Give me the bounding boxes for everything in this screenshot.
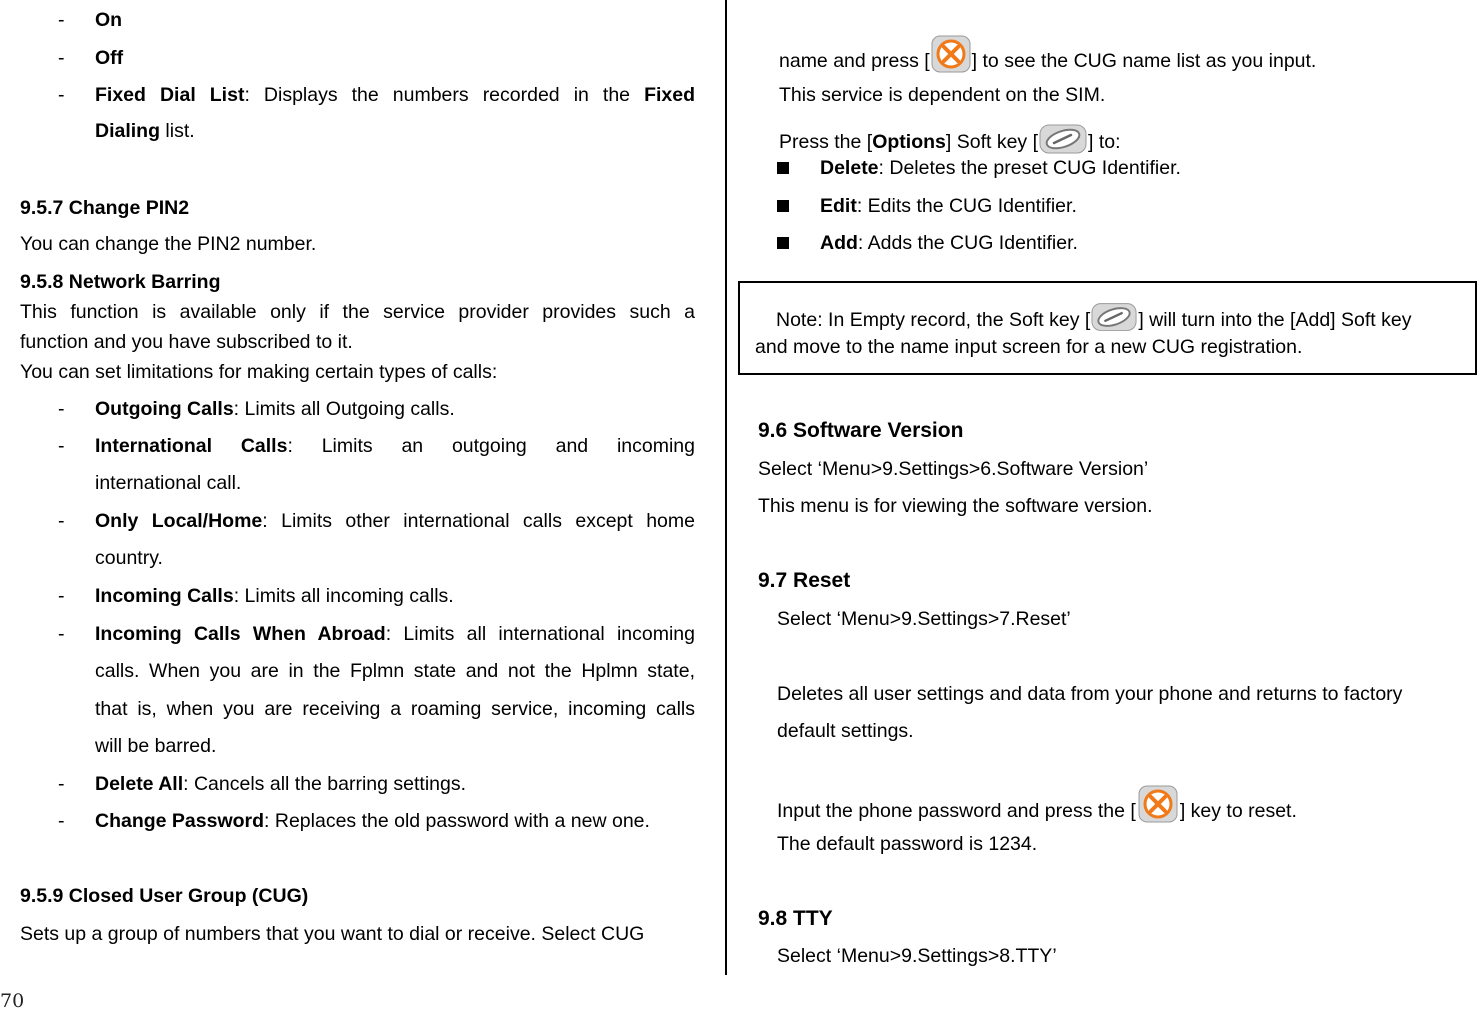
cug-cont-line: name and press [ ] to see the CUG name list as you input. [779,35,1316,79]
barring-item-international: International Calls: Limits an outgoing and incoming [95,435,695,457]
section-body-9-5-9: Sets up a group of numbers that you want to dial or receive. Select CUG [20,923,645,945]
square-bullet [777,237,789,249]
end-key-icon [1137,785,1179,829]
fixed-dial-list-cont: Dialing list. [95,120,195,142]
section-9-7-line2a: Deletes all user settings and data from your phone and returns to factory [777,683,1403,705]
barring-item-incoming-abroad-cont2: that is, when you are receiving a roaming service, incoming calls [95,698,695,720]
section-title-9-7: 9.7 Reset [758,569,851,592]
bullet-dash: - [58,623,65,645]
fixed-dial-list-item: Fixed Dial List: Displays the numbers recorded in the Fixed [95,84,695,106]
option-edit: Edit: Edits the CUG Identifier. [820,195,1077,217]
section-title-9-6: 9.6 Software Version [758,419,964,442]
section-body-9-5-8-line1: This function is available only if the service provider provides such a [20,301,695,323]
section-9-6-line1: Select ‘Menu>9.Settings>6.Software Version’ [758,458,1149,480]
bullet-dash: - [58,47,65,69]
section-9-8-line1: Select ‘Menu>9.Settings>8.TTY’ [777,945,1057,967]
barring-item-incoming: Incoming Calls: Limits all incoming calls. [95,585,454,607]
option-off: Off [95,47,124,69]
section-9-7-line2b: default settings. [777,720,914,742]
square-bullet [777,162,789,174]
section-body-9-5-8-line3: You can set limitations for making certain types of calls: [20,361,498,383]
section-title-9-5-7: 9.5.7 Change PIN2 [20,197,190,219]
bullet-dash: - [58,435,65,457]
page-number: 70 [0,990,25,1012]
options-line: Press the [Options] Soft key [ ] to: [779,124,1121,160]
barring-item-outgoing: Outgoing Calls: Limits all Outgoing calls. [95,398,455,420]
bullet-dash: - [58,585,65,607]
option-add: Add: Adds the CUG Identifier. [820,232,1078,254]
barring-item-incoming-abroad-cont1: calls. When you are in the Fplmn state and not the Hplmn state, [95,660,695,682]
soft-key-icon [1039,124,1087,160]
section-9-6-line2: This menu is for viewing the software version. [758,495,1153,517]
note-line1: Note: In Empty record, the Soft key [ ] will turn into the [Add] Soft key [776,302,1411,338]
end-key-icon [931,35,971,79]
section-title-9-5-9: 9.5.9 Closed User Group (CUG) [20,885,309,907]
section-body-9-5-8-line2: function and you have subscribed to it. [20,331,353,353]
soft-key-icon [1091,302,1137,338]
section-title-9-8: 9.8 TTY [758,907,833,930]
section-9-7-line3: Input the phone password and press the [ ] key to reset. [777,785,1297,829]
barring-item-incoming-abroad-cont3: will be barred. [95,735,217,757]
sim-dependent-text: This service is dependent on the SIM. [779,84,1106,106]
bullet-dash: - [58,9,65,31]
bullet-dash: - [58,773,65,795]
bullet-dash: - [58,810,65,832]
note-line2: and move to the name input screen for a new CUG registration. [755,336,1303,358]
square-bullet [777,200,789,212]
barring-item-local-home: Only Local/Home: Limits other international calls except home [95,510,695,532]
barring-item-international-cont: international call. [95,472,242,494]
option-on: On [95,9,123,31]
section-title-9-5-8: 9.5.8 Network Barring [20,271,221,293]
barring-item-incoming-abroad: Incoming Calls When Abroad: Limits all international incoming [95,623,695,645]
bullet-dash: - [58,510,65,532]
option-delete: Delete: Deletes the preset CUG Identifier. [820,157,1181,179]
section-9-7-line4: The default password is 1234. [777,833,1038,855]
barring-item-change-password: Change Password: Replaces the old password with a new one. [95,810,650,832]
bullet-dash: - [58,398,65,420]
section-9-7-line1: Select ‘Menu>9.Settings>7.Reset’ [777,608,1071,630]
section-body-9-5-7: You can change the PIN2 number. [20,233,317,255]
barring-item-delete-all: Delete All: Cancels all the barring settings. [95,773,467,795]
barring-item-local-home-cont: country. [95,547,163,569]
column-divider [725,0,727,975]
bullet-dash: - [58,84,65,106]
